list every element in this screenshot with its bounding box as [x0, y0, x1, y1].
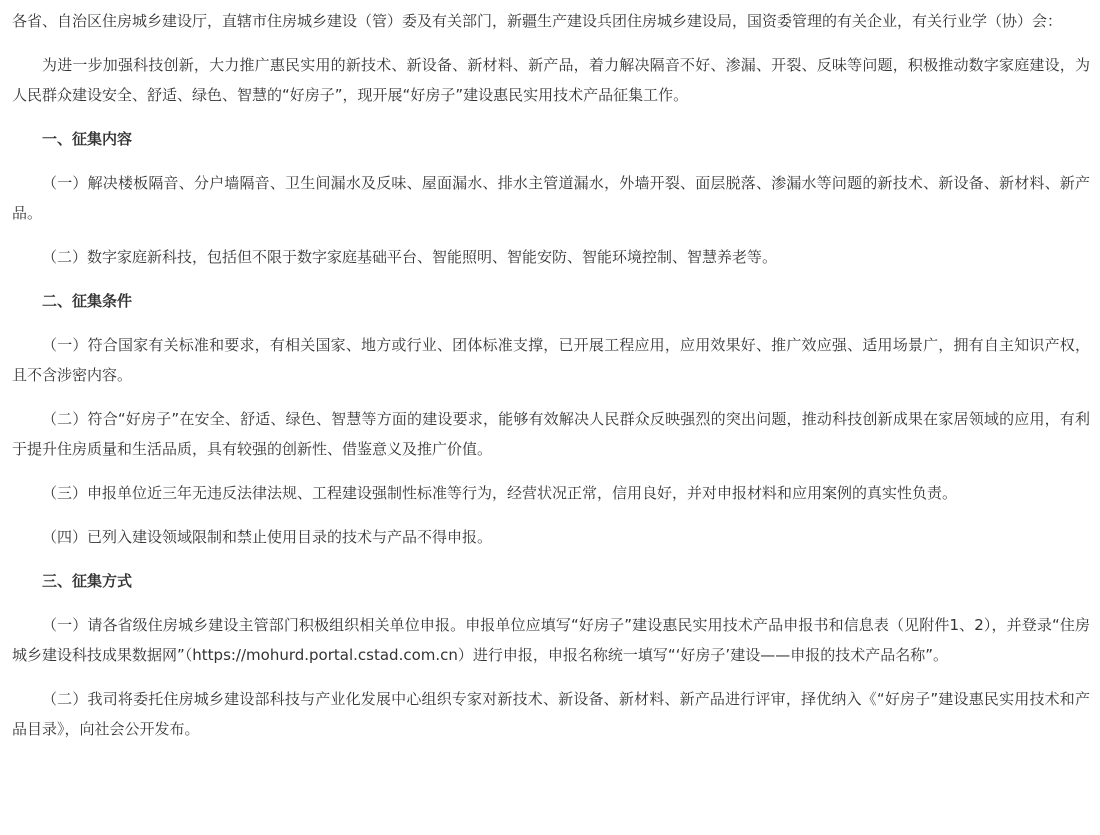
document-body	[12, 6, 1090, 758]
method-item-2: （二）我司将委托住房城乡建设部科技与产业化发展中心组织专家对新技术、新设备、新材料、新产品进行评审，择优纳入《“好房子”建设惠民实用技术和产品目录》，向社会公开发布。	[12, 690, 1090, 738]
intro-paragraph: 为进一步加强科技创新，大力推广惠民实用的新技术、新设备、新材料、新产品，着力解决隔音不好、渗漏、开裂、反味等问题，积极推动数字家庭建设，为人民群众建设安全、舒适、绿色、智慧的“好房子”，现开展“好房子”建设惠民实用技术产品征集工作。	[12, 56, 1090, 104]
section-heading-content: 一、征集内容	[42, 130, 133, 148]
salutation: 各省、自治区住房城乡建设厅，直辖市住房城乡建设（管）委及有关部门，新疆生产建设兵团住房城乡建设局，国资委管理的有关企业，有关行业学（协）会：	[12, 12, 1063, 30]
condition-item-3: （三）申报单位近三年无违反法律法规、工程建设强制性标准等行为，经营状况正常，信用良好，并对申报材料和应用案例的真实性负责。	[42, 484, 958, 502]
condition-item-4: （四）已列入建设领域限制和禁止使用目录的技术与产品不得申报。	[42, 528, 493, 546]
condition-item-2: （二）符合“好房子”在安全、舒适、绿色、智慧等方面的建设要求，能够有效解决人民群众反映强烈的突出问题，推动科技创新成果在家居领域的应用，有利于提升住房质量和生活品质，具有较强的创新性、借鉴意义及推广价值。	[12, 410, 1090, 458]
content-item-1: （一）解决楼板隔音、分户墙隔音、卫生间漏水及反味、屋面漏水、排水主管道漏水，外墙开裂、面层脱落、渗漏水等问题的新技术、新设备、新材料、新产品。	[12, 174, 1090, 222]
section-heading-method: 三、征集方式	[42, 572, 133, 590]
condition-item-1: （一）符合国家有关标准和要求，有相关国家、地方或行业、团体标准支撑，已开展工程应用，应用效果好、推广效应强、适用场景广，拥有自主知识产权，且不含涉密内容。	[12, 336, 1090, 384]
content-item-2: （二）数字家庭新科技，包括但不限于数字家庭基础平台、智能照明、智能安防、智能环境控制、智慧养老等。	[42, 248, 778, 266]
method-item-1: （一）请各省级住房城乡建设主管部门积极组织相关单位申报。申报单位应填写“好房子”建设惠民实用技术产品申报书和信息表（见附件1、2），并登录“住房城乡建设科技成果数据网”（https://mohurd.portal.cstad.com.cn）进行申报，申报名称统一填写“‘好房子’建设——申报的技术产品名称”。	[12, 616, 1090, 664]
section-heading-conditions: 二、征集条件	[42, 292, 133, 310]
